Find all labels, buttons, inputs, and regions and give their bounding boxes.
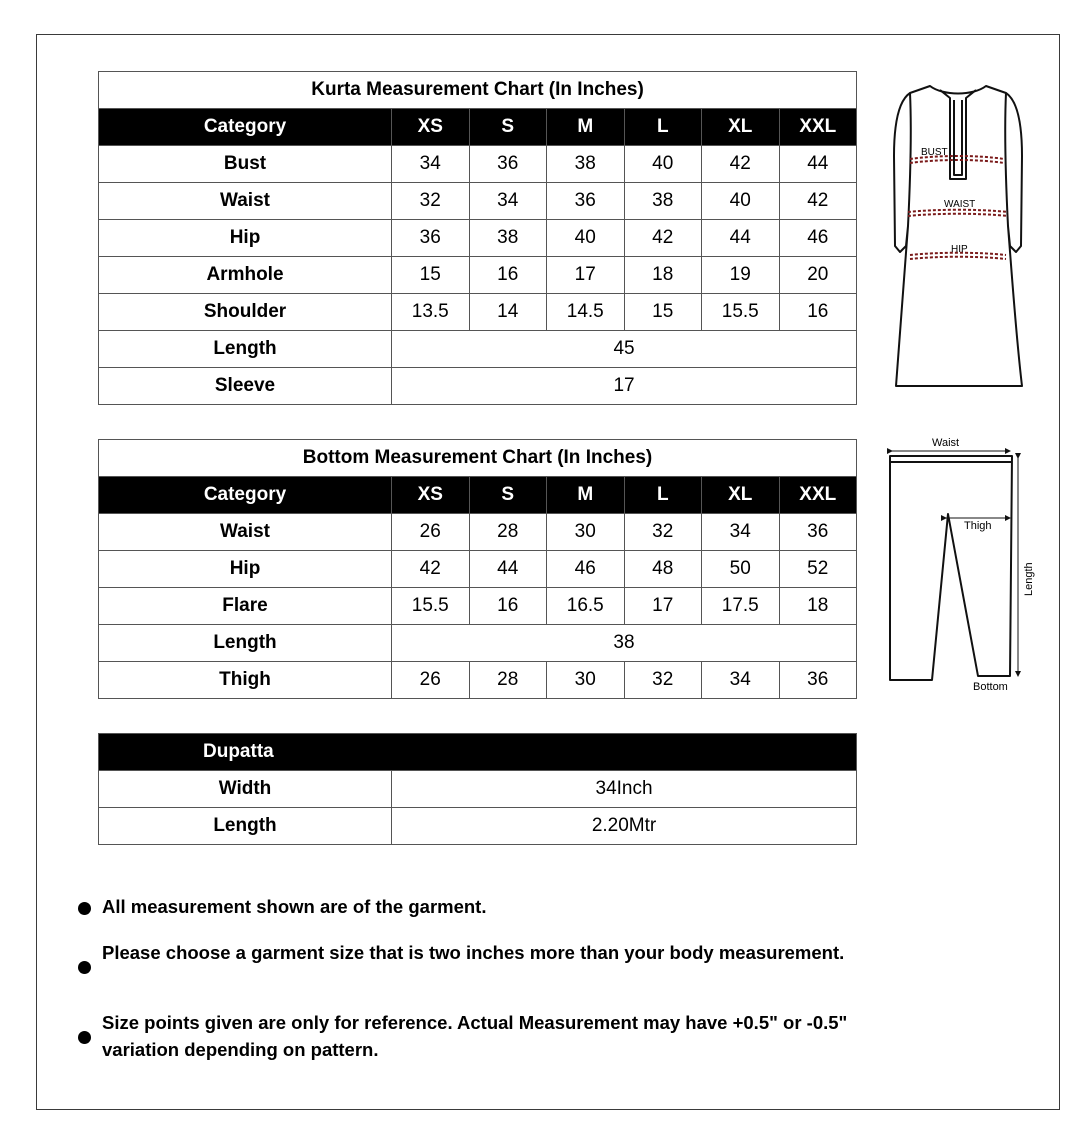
table-cell-merged: 38 [392, 625, 857, 662]
table-cell: 28 [469, 662, 547, 699]
header-size: XS [392, 477, 470, 514]
bust-measure-line-lower [910, 160, 1004, 163]
table-cell: 16.5 [547, 588, 625, 625]
dupatta-title: Dupatta [99, 734, 857, 771]
table-cell: 13.5 [392, 294, 470, 331]
table-row [99, 588, 857, 625]
table-row [99, 294, 857, 331]
row-label: Length [99, 808, 392, 845]
header-size: XL [702, 477, 780, 514]
hip-label: HIP [951, 244, 968, 255]
table-row [99, 771, 857, 808]
table-cell: 42 [702, 146, 780, 183]
kurta-measurement-table [98, 71, 857, 405]
row-label: Waist [99, 514, 392, 551]
header-size: L [624, 109, 702, 146]
row-label: Length [99, 625, 392, 662]
table-cell: 26 [392, 662, 470, 699]
table-cell: 30 [547, 662, 625, 699]
table-cell: 26 [392, 514, 470, 551]
table-cell: 46 [547, 551, 625, 588]
header-size: S [469, 477, 547, 514]
table-cell: 44 [702, 220, 780, 257]
table-cell: 48 [624, 551, 702, 588]
header-size: L [624, 477, 702, 514]
header-size: XXL [779, 109, 857, 146]
waist-measure-line-lower [908, 214, 1008, 216]
header-size: M [547, 109, 625, 146]
table-row [99, 551, 857, 588]
table-row [99, 146, 857, 183]
table-row [99, 625, 857, 662]
table-cell: 36 [779, 514, 857, 551]
row-label: Bust [99, 146, 392, 183]
table-cell: 18 [624, 257, 702, 294]
bottom-label: Bottom [973, 681, 1008, 693]
table-cell: 52 [779, 551, 857, 588]
table-cell: 38 [547, 146, 625, 183]
row-label: Length [99, 331, 392, 368]
bullet-icon [78, 1031, 91, 1044]
row-label: Flare [99, 588, 392, 625]
note-text: Please choose a garment size that is two inches more than your body measurement. [102, 942, 845, 963]
table-cell: 15 [624, 294, 702, 331]
dupatta-measurement-table [98, 733, 857, 845]
table-cell: 16 [469, 257, 547, 294]
table-cell: 19 [702, 257, 780, 294]
bullet-icon [78, 902, 91, 915]
length-label: Length [1023, 562, 1035, 596]
kurta-neckline [940, 90, 976, 179]
table-cell: 15.5 [392, 588, 470, 625]
header-size: XS [392, 109, 470, 146]
waist-label: Waist [932, 437, 960, 449]
row-label: Shoulder [99, 294, 392, 331]
table-cell: 18 [779, 588, 857, 625]
table-cell: 32 [392, 183, 470, 220]
table-cell: 38 [624, 183, 702, 220]
table-row [99, 220, 857, 257]
table-cell: 42 [624, 220, 702, 257]
header-category: Category [99, 109, 392, 146]
kurta-placket [954, 100, 962, 175]
table-cell: 34 [469, 183, 547, 220]
table-cell: 46 [779, 220, 857, 257]
table-cell: 40 [547, 220, 625, 257]
table-cell: 44 [469, 551, 547, 588]
hip-measure-line-lower [910, 257, 1006, 259]
table-cell: 36 [392, 220, 470, 257]
table-cell: 14 [469, 294, 547, 331]
table-cell: 34 [392, 146, 470, 183]
table-cell: 50 [702, 551, 780, 588]
table-cell: 14.5 [547, 294, 625, 331]
table-row [99, 183, 857, 220]
table-cell: 28 [469, 514, 547, 551]
bust-label: BUST [921, 147, 948, 158]
thigh-label: Thigh [964, 520, 992, 532]
note-text: All measurement shown are of the garment. [102, 896, 487, 917]
table-cell: 32 [624, 514, 702, 551]
row-label: Waist [99, 183, 392, 220]
table-row [99, 662, 857, 699]
row-label: Hip [99, 220, 392, 257]
table-cell: 17 [547, 257, 625, 294]
table-cell: 38 [469, 220, 547, 257]
note-text: Size points given are only for reference. Actual Measurement may have +0.5" or -0.5" variation depending on pattern. [102, 1012, 848, 1060]
pants-outline [890, 456, 1012, 680]
table-cell: 16 [469, 588, 547, 625]
bottom-illustration [880, 432, 1050, 700]
table-cell: 44 [779, 146, 857, 183]
bottom-measurement-table [98, 439, 857, 699]
bottom-chart-title: Bottom Measurement Chart (In Inches) [99, 440, 857, 477]
waist-label: WAIST [944, 199, 976, 210]
table-cell: 30 [547, 514, 625, 551]
row-label: Sleeve [99, 368, 392, 405]
header-size: S [469, 109, 547, 146]
row-label: Width [99, 771, 392, 808]
table-row [99, 514, 857, 551]
kurta-chart-title: Kurta Measurement Chart (In Inches) [99, 72, 857, 109]
table-cell: 42 [779, 183, 857, 220]
waist-measure-line [908, 210, 1008, 212]
table-cell: 20 [779, 257, 857, 294]
table-cell-merged: 17 [392, 368, 857, 405]
table-cell: 16 [779, 294, 857, 331]
bullet-icon [78, 961, 91, 974]
kurta-outline [894, 86, 1022, 386]
table-row [99, 257, 857, 294]
table-cell: 40 [624, 146, 702, 183]
table-cell-merged: 34Inch [392, 771, 857, 808]
table-cell: 42 [392, 551, 470, 588]
table-cell: 36 [779, 662, 857, 699]
header-category: Category [99, 477, 392, 514]
kurta-illustration [888, 76, 1028, 392]
table-cell: 40 [702, 183, 780, 220]
table-cell: 32 [624, 662, 702, 699]
table-row [99, 808, 857, 845]
header-size: M [547, 477, 625, 514]
table-cell: 36 [547, 183, 625, 220]
header-size: XXL [779, 477, 857, 514]
row-label: Hip [99, 551, 392, 588]
table-cell-merged: 2.20Mtr [392, 808, 857, 845]
row-label: Armhole [99, 257, 392, 294]
table-cell: 17 [624, 588, 702, 625]
table-row [99, 368, 857, 405]
table-cell: 34 [702, 514, 780, 551]
header-size: XL [702, 109, 780, 146]
table-cell-merged: 45 [392, 331, 857, 368]
table-row [99, 331, 857, 368]
row-label: Thigh [99, 662, 392, 699]
table-cell: 34 [702, 662, 780, 699]
table-cell: 15.5 [702, 294, 780, 331]
table-cell: 15 [392, 257, 470, 294]
table-cell: 17.5 [702, 588, 780, 625]
table-cell: 36 [469, 146, 547, 183]
kurta-sleeve-seam-right [1005, 93, 1008, 226]
